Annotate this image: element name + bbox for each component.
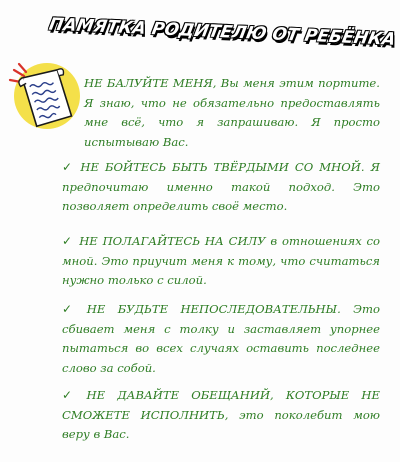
item-lead: НЕ БОЙТЕСЬ БЫТЬ ТВЁРДЫМИ СО МНОЙ.: [80, 160, 365, 174]
list-item: [62, 386, 380, 445]
list-item: [84, 74, 380, 152]
checkmark-icon: ✓: [62, 302, 81, 316]
item-lead: НЕ БАЛУЙТЕ МЕНЯ,: [84, 76, 217, 90]
checkmark-icon: ✓: [62, 234, 74, 248]
item-lead: НЕ БУДЬТЕ НЕПОСЛЕДОВАТЕЛЬНЫ.: [86, 302, 341, 316]
item-text: Это сбивает меня с толку и заставляет упорнее пытаться во всех случаях оставить последнее слово за собой.: [62, 302, 380, 375]
item-text: в отношениях со мной. Это приучит меня к тому, что считаться нужно только с силой.: [62, 234, 381, 287]
item-text: Вы меня этим портите. Я знаю, что не обязательно предоставлять мне всё, что я запрашиваю. Я просто испытываю Вас.: [84, 76, 380, 149]
page-title: ПАМЯТКА РОДИТЕЛЮ ОТ РЕБЁНКА: [47, 14, 398, 50]
item-lead: НЕ ДАВАЙТЕ ОБЕЩАНИЙ, КОТОРЫЕ НЕ СМОЖЕТЕ ИСПОЛНИТЬ,: [62, 388, 380, 422]
list-item: [62, 232, 380, 291]
checkmark-icon: ✓: [62, 160, 75, 174]
item-text: Я предпочитаю именно такой подход. Это позволяет определить своё место.: [62, 160, 380, 213]
list-item: [62, 300, 380, 378]
note-paper-icon: [4, 56, 86, 136]
checkmark-icon: ✓: [62, 388, 81, 402]
item-lead: НЕ ПОЛАГАЙТЕСЬ НА СИЛУ: [79, 234, 266, 248]
list-item: [62, 158, 380, 217]
item-text: это поколебит мою веру в Вас.: [62, 407, 381, 441]
